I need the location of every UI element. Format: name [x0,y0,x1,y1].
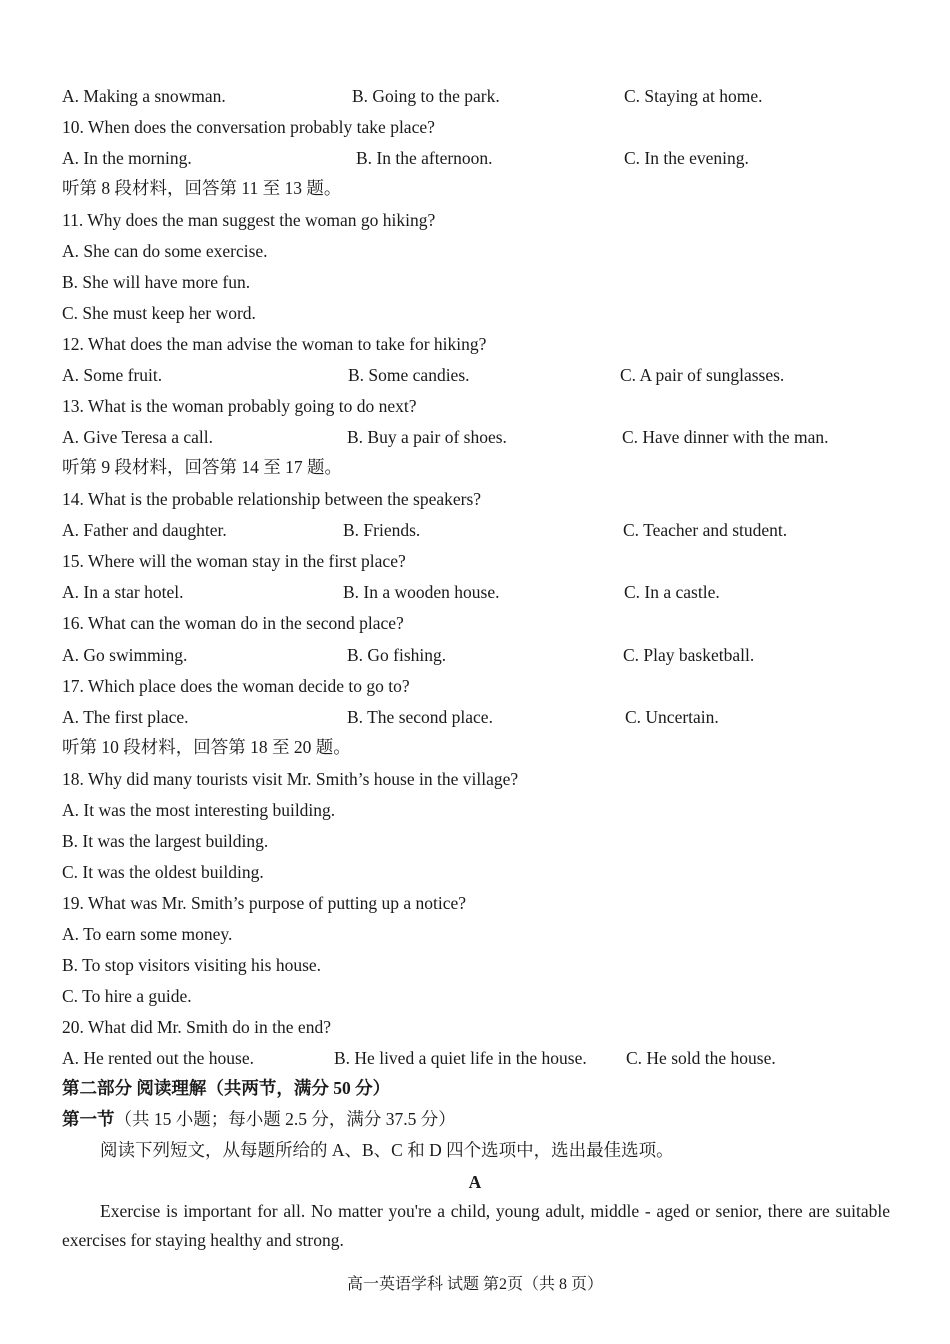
q12-stem: 12. What does the man advise the woman to take for hiking? [62,334,487,354]
section-1-scoring: （共 15 小题；每小题 2.5 分，满分 37.5 分） [114,1109,456,1129]
part-2-title: 第二部分 阅读理解（共两节，满分 50 分） [62,1078,391,1098]
q18-option-a: A. It was the most interesting building. [62,800,336,820]
q13-stem: 13. What is the woman probably going to do next? [62,396,417,416]
q11-option-b: B. She will have more fun. [62,272,251,292]
passage-paragraph [62,1197,890,1255]
q14-option-c: C. Teacher and student. [623,520,788,540]
q17-option-b: B. The second place. [347,707,493,727]
q15-option-c: C. In a castle. [624,582,720,602]
q16-option-a: A. Go swimming. [62,645,188,665]
q19-option-b: B. To stop visitors visiting his house. [62,955,322,975]
q16-option-c: C. Play basketball. [623,645,755,665]
q18-stem: 18. Why did many tourists visit Mr. Smith’s house in the village? [62,769,519,789]
section-1-heading [62,1107,456,1131]
q14-stem: 14. What is the probable relationship between the speakers? [62,489,482,509]
passage-text: Exercise is important for all. No matter you're a child, young adult, middle - aged or senior, there are suitable exercises for staying healthy and strong. [62,1201,890,1250]
q14-option-b: B. Friends. [343,520,421,540]
q18-option-b: B. It was the largest building. [62,831,269,851]
q19-option-c: C. To hire a guide. [62,986,192,1006]
section-10-heading: 听第 10 段材料，回答第 18 至 20 题。 [62,737,351,757]
q10-option-a: A. In the morning. [62,148,192,168]
q15-stem: 15. Where will the woman stay in the first place? [62,551,406,571]
q19-option-a: A. To earn some money. [62,924,233,944]
q16-stem: 16. What can the woman do in the second place? [62,613,404,633]
q12-option-c: C. A pair of sunglasses. [620,365,785,385]
q11-stem: 11. Why does the man suggest the woman go hiking? [62,210,436,230]
q13-option-c: C. Have dinner with the man. [622,427,829,447]
q20-option-c: C. He sold the house. [626,1048,776,1068]
passage-letter: A [468,1172,482,1192]
q19-stem: 19. What was Mr. Smith’s purpose of putting up a notice? [62,893,467,913]
q11-option-c: C. She must keep her word. [62,303,256,323]
q20-option-a: A. He rented out the house. [62,1048,254,1068]
reading-instruction: 阅读下列短文，从每题所给的 A、B、C 和 D 四个选项中，选出最佳选项。 [100,1140,674,1160]
q9-option-a: A. Making a snowman. [62,86,226,106]
q20-stem: 20. What did Mr. Smith do in the end? [62,1017,331,1037]
q15-option-a: A. In a star hotel. [62,582,184,602]
section-8-heading: 听第 8 段材料，回答第 11 至 13 题。 [62,178,342,198]
q17-option-a: A. The first place. [62,707,189,727]
q9-option-b: B. Going to the park. [352,86,500,106]
q14-option-a: A. Father and daughter. [62,520,227,540]
q13-option-a: A. Give Teresa a call. [62,427,214,447]
page-footer: 高一英语学科 试题 第2页（共 8 页） [346,1276,603,1293]
section-1-label: 第一节 [62,1109,115,1129]
q17-stem: 17. Which place does the woman decide to go to? [62,676,410,696]
section-9-heading: 听第 9 段材料，回答第 14 至 17 题。 [62,457,342,477]
q9-option-c: C. Staying at home. [624,86,763,106]
q13-option-b: B. Buy a pair of shoes. [347,427,507,447]
q20-option-b: B. He lived a quiet life in the house. [334,1048,587,1068]
q12-option-b: B. Some candies. [348,365,470,385]
q10-stem: 10. When does the conversation probably take place? [62,117,435,137]
q12-option-a: A. Some fruit. [62,365,163,385]
q16-option-b: B. Go fishing. [347,645,447,665]
q10-option-b: B. In the afternoon. [356,148,493,168]
q17-option-c: C. Uncertain. [625,707,719,727]
q11-option-a: A. She can do some exercise. [62,241,268,261]
q18-option-c: C. It was the oldest building. [62,862,264,882]
q15-option-b: B. In a wooden house. [343,582,500,602]
q10-option-c: C. In the evening. [624,148,749,168]
